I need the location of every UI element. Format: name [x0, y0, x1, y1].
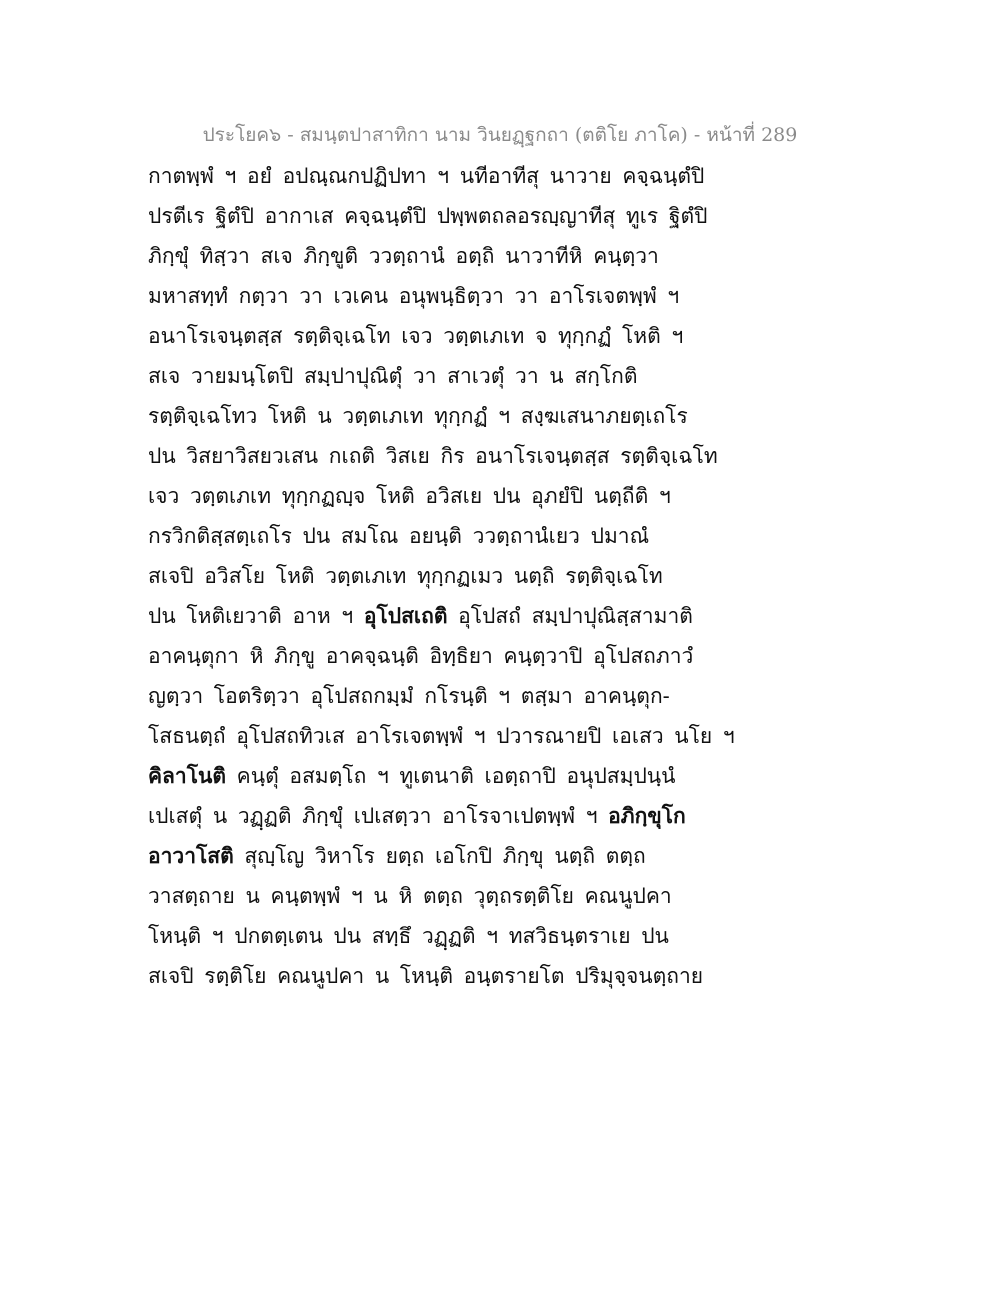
- text-segment: โสธนตฺถํ อุโปสถทิวเส อาโรเจตพฺพํ ฯ ปวารณายปิ เอเสว นโย ฯ: [148, 724, 735, 748]
- text-line: [148, 916, 708, 956]
- text-segment: สุญฺโญ วิหาโร ยตฺถ เอโกปิ ภิกฺขุ นตฺถิ ตตฺถ: [233, 844, 646, 868]
- bold-term: อภิกฺขุโก: [608, 803, 686, 828]
- text-segment: คนฺตุํ อสมตฺโถ ฯ ทูเตนาติ เอตฺถาปิ อนุปสมฺปนฺนํ: [225, 764, 676, 788]
- text-line: [148, 316, 708, 356]
- text-line: [148, 796, 708, 836]
- text-line: [148, 596, 708, 636]
- text-segment: มหาสทฺทํ กตฺวา วา เวเคน อนุพนฺธิตฺวา วา อาโรเจตพฺพํ ฯ: [148, 284, 680, 308]
- text-line: [148, 476, 708, 516]
- text-line: [148, 836, 708, 876]
- text-line: [148, 876, 708, 916]
- bold-term: คิลาโนติ: [148, 763, 226, 788]
- text-line: [148, 236, 708, 276]
- text-segment: อุโปสถํ สมฺปาปุณิสฺสามาติ: [447, 604, 693, 628]
- text-segment: สเจ วายมนฺโตปิ สมฺปาปุณิตุํ วา สาเวตุํ วา น สกฺโกติ: [148, 364, 638, 388]
- text-segment: อนาโรเจนฺตสฺส รตฺติจฺเฉโท เจว วตฺตเภเท จ ทุกฺกฏํ โหติ ฯ: [148, 324, 684, 348]
- text-line: [148, 356, 708, 396]
- text-segment: ปน โหติเยวาติ อาห ฯ: [148, 604, 364, 628]
- text-segment: ญตฺวา โอตริตฺวา อุโปสถกมฺมํ กโรนฺติ ฯ ตสฺมา อาคนฺตุก-: [148, 684, 670, 708]
- text-line: [148, 676, 708, 716]
- bold-term: อาวาโสติ: [148, 843, 234, 868]
- text-line: [148, 556, 708, 596]
- text-segment: สเจปิ อวิสโย โหติ วตฺตเภเท ทุกฺกฏเมว นตฺถิ รตฺติจฺเฉโท: [148, 564, 663, 588]
- text-segment: กาตพฺพํ ฯ อยํ อปณฺณกปฏิปทา ฯ นทีอาทีสุ นาวาย คจฺฉนฺตํปิ: [148, 164, 705, 188]
- text-segment: ปรตีเร ฐิตํปิ อากาเส คจฺฉนฺตํปิ ปพฺพตถลอรญฺญาทีสุ ทูเร ฐิตํปิ: [148, 204, 708, 228]
- text-segment: วาสตฺถาย น คนฺตพฺพํ ฯ น หิ ตตฺถ วุตฺถรตฺติโย คณนูปคา: [148, 884, 672, 908]
- text-segment: ภิกฺขุํ ทิสฺวา สเจ ภิกฺขูติ ววตฺถานํ อตฺถิ นาวาทีหิ คนฺตฺวา: [148, 244, 659, 268]
- text-segment: เจว วตฺตเภเท ทุกฺกฏญฺจ โหติ อวิสเย ปน อุภยํปิ นตฺถีติ ฯ: [148, 484, 671, 508]
- body-text: [148, 156, 735, 996]
- text-segment: สเจปิ รตฺติโย คณนูปคา น โหนฺติ อนฺตรายโต ปริมุจฺจนตฺถาย: [148, 964, 704, 988]
- page-header: ประโยค๖ - สมนฺตปาสาทิกา นาม วินยฏฺฐกถา (ตติโย ภาโค) - หน้าที่ 289: [202, 124, 798, 146]
- text-line: [148, 156, 708, 196]
- text-line: [148, 196, 708, 236]
- text-line: [148, 516, 708, 556]
- text-line: [148, 716, 735, 756]
- bold-term: อุโปสเถติ: [363, 603, 448, 628]
- text-line: [148, 276, 708, 316]
- text-segment: โหนฺติ ฯ ปกตตฺเตน ปน สทฺธึ วฏฺฏติ ฯ ทสวิธนฺตราเย ปน: [148, 924, 669, 948]
- text-segment: รตฺติจฺเฉโทว โหติ น วตฺตเภเท ทุกฺกฏํ ฯ สงฺฆเสนาภยตฺเถโร: [148, 404, 688, 428]
- text-segment: อาคนฺตุกา หิ ภิกฺขู อาคจฺฉนฺติ อิทฺธิยา คนฺตฺวาปิ อุโปสถภาวํ: [148, 644, 694, 668]
- text-line: [148, 396, 708, 436]
- text-segment: ปน วิสยาวิสยวเสน กเถติ วิสเย กิร อนาโรเจนฺตสฺส รตฺติจฺเฉโท: [148, 444, 718, 468]
- text-line: [148, 636, 708, 676]
- text-segment: กรวิกติสฺสตฺเถโร ปน สมโณ อยนฺติ ววตฺถานํเยว ปมาณํ: [148, 524, 650, 548]
- text-line: [148, 436, 718, 476]
- text-line: [148, 956, 708, 996]
- text-line: [148, 756, 708, 796]
- text-segment: เปเสตุํ น วฏฺฏติ ภิกฺขุํ เปเสตฺวา อาโรจาเปตพฺพํ ฯ: [148, 804, 609, 828]
